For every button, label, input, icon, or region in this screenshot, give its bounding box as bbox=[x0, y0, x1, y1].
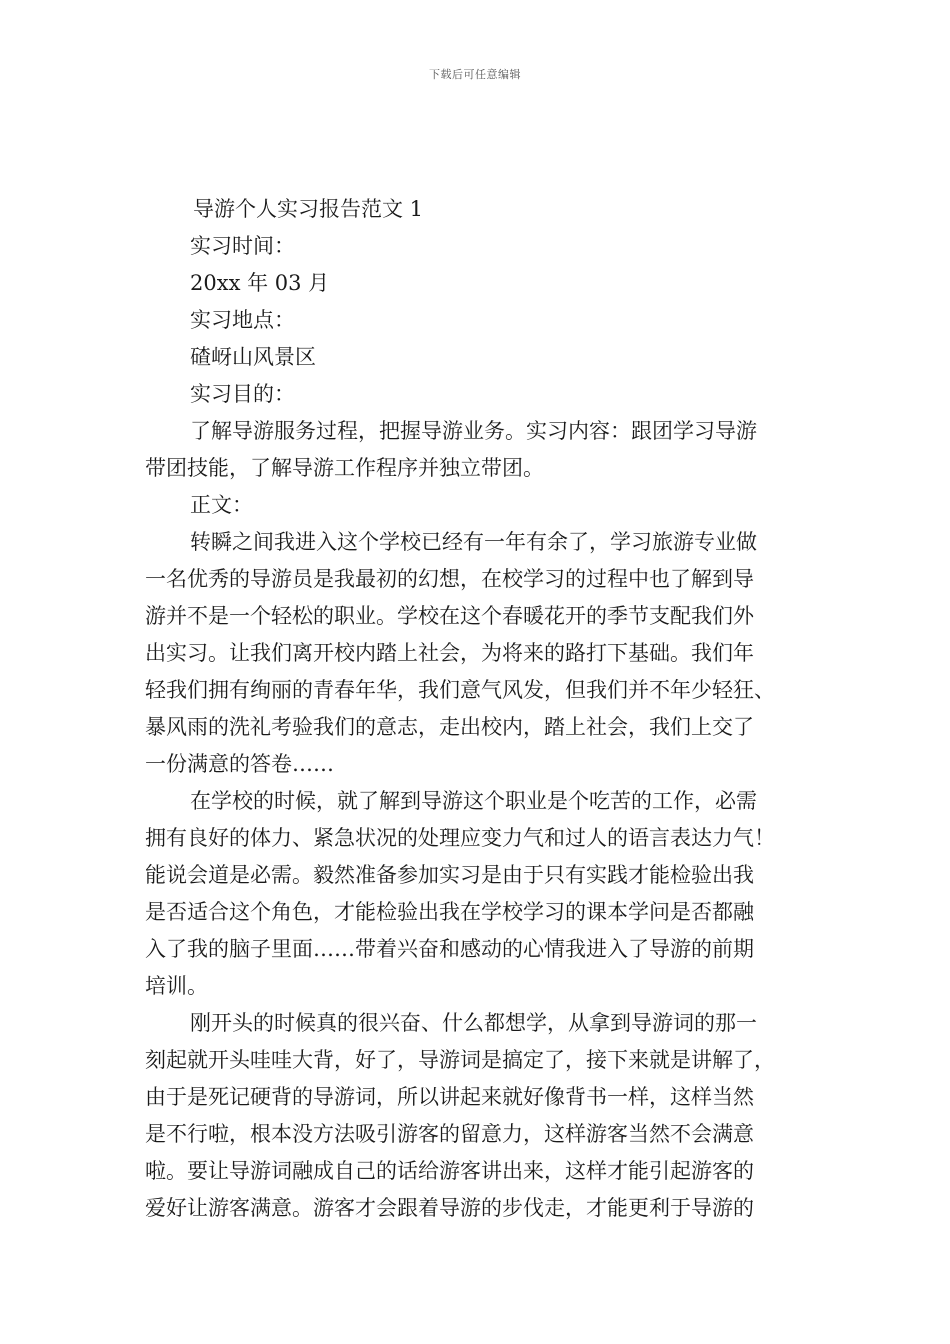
purpose-line: 带团技能，了解导游工作程序并独立带团。 bbox=[145, 456, 544, 480]
paragraph-line: 一份满意的答卷…… bbox=[145, 752, 334, 776]
paragraph-line: 拥有良好的体力、紧急状况的处理应变力气和过人的语言表达力气！ bbox=[145, 826, 775, 850]
time-value: 20xx 年 03 月 bbox=[190, 271, 330, 295]
paragraph-line: 能说会道是必需。毅然准备参加实习是由于只有实践才能检验出我 bbox=[145, 863, 754, 887]
paragraph-line: 由于是死记硬背的导游词，所以讲起来就好像背书一样，这样当然 bbox=[145, 1085, 754, 1109]
paragraph-line: 刻起就开头哇哇大背，好了，导游词是搞定了，接下来就是讲解了， bbox=[145, 1048, 775, 1072]
paragraph-line: 培训。 bbox=[145, 974, 208, 998]
purpose-line: 了解导游服务过程，把握导游业务。实习内容：跟团学习导游 bbox=[190, 419, 757, 443]
paragraph-line: 爱好让游客满意。游客才会跟着导游的步伐走，才能更利于导游的 bbox=[145, 1196, 754, 1220]
place-label: 实习地点： bbox=[190, 308, 295, 332]
paragraph-line: 入了我的脑子里面……带着兴奋和感动的心情我进入了导游的前期 bbox=[145, 937, 754, 961]
document-title: 导游个人实习报告范文 1 bbox=[193, 197, 424, 221]
paragraph-line: 是不行啦，根本没方法吸引游客的留意力，这样游客当然不会满意 bbox=[145, 1122, 754, 1146]
paragraph-line: 轻我们拥有绚丽的青春年华，我们意气风发，但我们并不年少轻狂、 bbox=[145, 678, 775, 702]
paragraph-line: 刚开头的时候真的很兴奋、什么都想学，从拿到导游词的那一 bbox=[190, 1011, 757, 1035]
paragraph-line: 暴风雨的洗礼考验我们的意志，走出校内，踏上社会，我们上交了 bbox=[145, 715, 754, 739]
paragraph-line: 啦。要让导游词融成自己的话给游客讲出来，这样才能引起游客的 bbox=[145, 1159, 754, 1183]
paragraph-line: 在学校的时候，就了解到导游这个职业是个吃苦的工作，必需 bbox=[190, 789, 757, 813]
document-body bbox=[145, 191, 810, 1227]
paragraph-line: 出实习。让我们离开校内踏上社会，为将来的路打下基础。我们年 bbox=[145, 641, 754, 665]
paragraph-line: 游并不是一个轻松的职业。学校在这个春暖花开的季节支配我们外 bbox=[145, 604, 754, 628]
page-header: 下载后可任意编辑 bbox=[429, 68, 521, 81]
body-label: 正文： bbox=[190, 493, 253, 517]
time-label: 实习时间： bbox=[190, 234, 295, 258]
paragraph-line: 转瞬之间我进入这个学校已经有一年有余了，学习旅游专业做 bbox=[190, 530, 757, 554]
paragraph-line: 一名优秀的导游员是我最初的幻想，在校学习的过程中也了解到导 bbox=[145, 567, 754, 591]
purpose-label: 实习目的： bbox=[190, 382, 295, 406]
paragraph-line: 是否适合这个角色，才能检验出我在学校学习的课本学问是否都融 bbox=[145, 900, 754, 924]
place-value: 碴岈山风景区 bbox=[190, 345, 316, 369]
